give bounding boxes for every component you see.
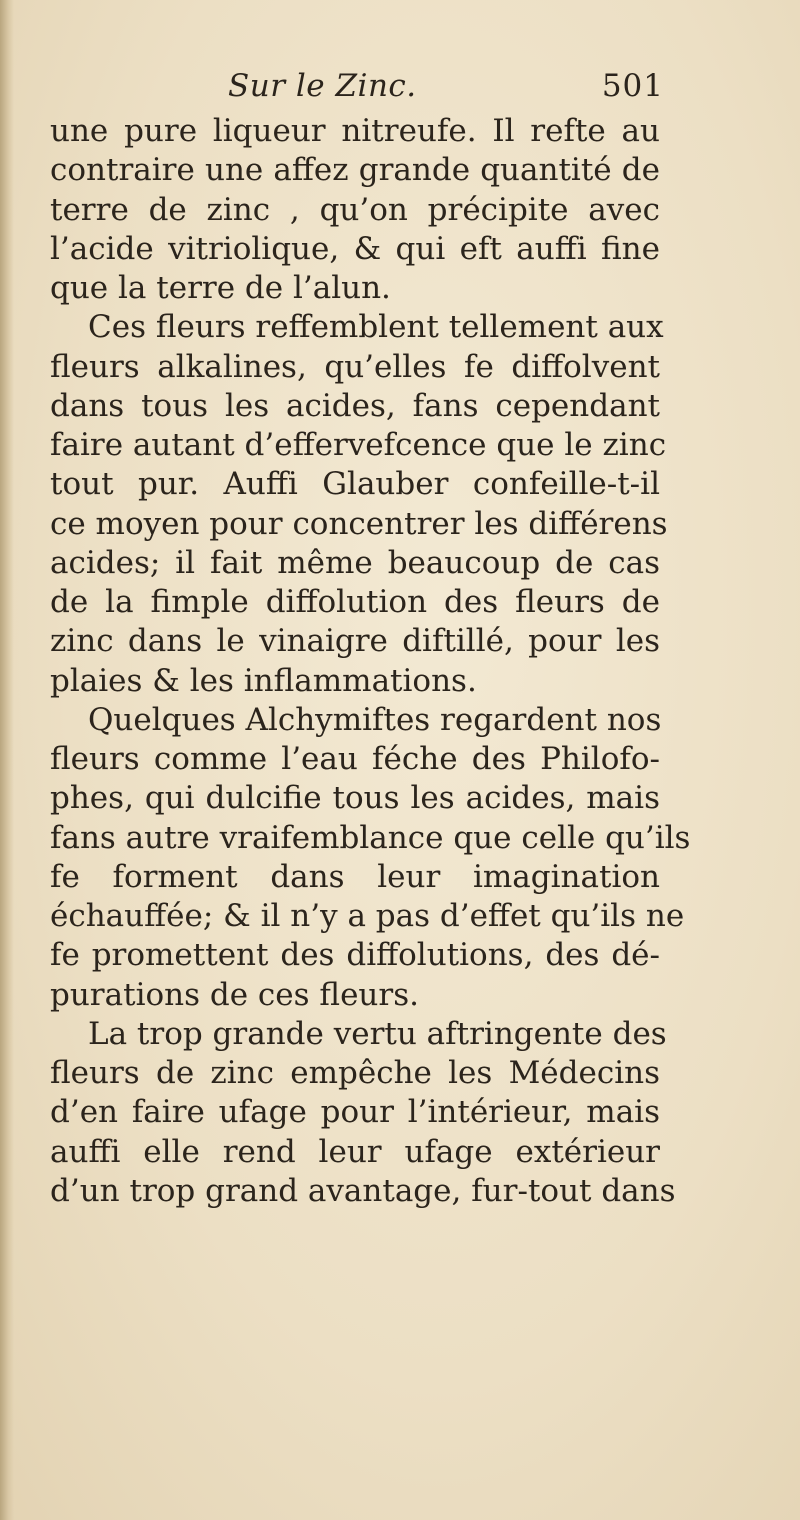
running-head: [60, 68, 670, 112]
text-line: que la terre de l’alun.: [50, 270, 391, 306]
text-line: purations de ces fleurs.: [50, 976, 419, 1013]
text-line: fe forment dans leur imagination: [50, 858, 660, 895]
body-text: [50, 112, 691, 1211]
text-line: fans autre vraifemblance que celle qu’ils: [50, 819, 691, 856]
text-line: Quelques Alchymiftes regardent nos: [88, 701, 662, 738]
text-line: acides; il fait même beaucoup de cas: [50, 544, 660, 581]
text-line: contraire une affez grande quantité de: [50, 152, 660, 189]
text-line: tout pur. Auffi Glauber confeille-t-il: [50, 466, 660, 503]
text-line: dans tous les acides, fans cependant: [50, 387, 660, 424]
text-line: plaies & les inflammations.: [50, 662, 477, 699]
text-line: auffi elle rend leur ufage extérieur: [50, 1133, 660, 1170]
text-line: échauffée; & il n’y a pas d’effet qu’ils ne: [50, 898, 685, 934]
text-line: Ces fleurs reffemblent tellement aux: [88, 309, 664, 346]
text-line: terre de zinc , qu’on précipite avec: [50, 191, 660, 228]
paragraph: [50, 701, 691, 1015]
text-line: fleurs de zinc empêche les Médecins: [50, 1055, 660, 1091]
text-line: fe promettent des diffolutions, des dé-: [50, 937, 660, 974]
page-gutter-shadow: [0, 0, 14, 1520]
text-line: d’en faire ufage pour l’intérieur, mais: [50, 1094, 660, 1131]
text-line: d’un trop grand avantage, fur-tout dans: [50, 1172, 676, 1209]
paragraph: [50, 1015, 676, 1211]
text-line: l’acide vitriolique, & qui eft auffi fine: [50, 230, 660, 267]
text-line: faire autant d’effervefcence que le zinc: [50, 427, 667, 463]
page-number: 501: [601, 68, 664, 104]
running-title: Sur le Zinc.: [228, 68, 417, 104]
text-line: ce moyen pour concentrer les différens: [50, 505, 668, 542]
text-line: phes, qui dulcifie tous les acides, mais: [50, 780, 660, 817]
text-line: zinc dans le vinaigre diftillé, pour les: [50, 623, 660, 660]
text-line: fleurs comme l’eau féche des Philofo-: [50, 741, 660, 777]
text-line: une pure liqueur nitreufe. Il refte au: [50, 113, 660, 149]
text-line: fleurs alkalines, qu’elles fe diffolvent: [50, 348, 660, 385]
text-line: de la fimple diffolution des fleurs de: [50, 584, 660, 620]
paragraph: [50, 308, 668, 701]
paragraph: [50, 112, 660, 308]
text-line: La trop grande vertu aftringente des: [88, 1015, 667, 1052]
